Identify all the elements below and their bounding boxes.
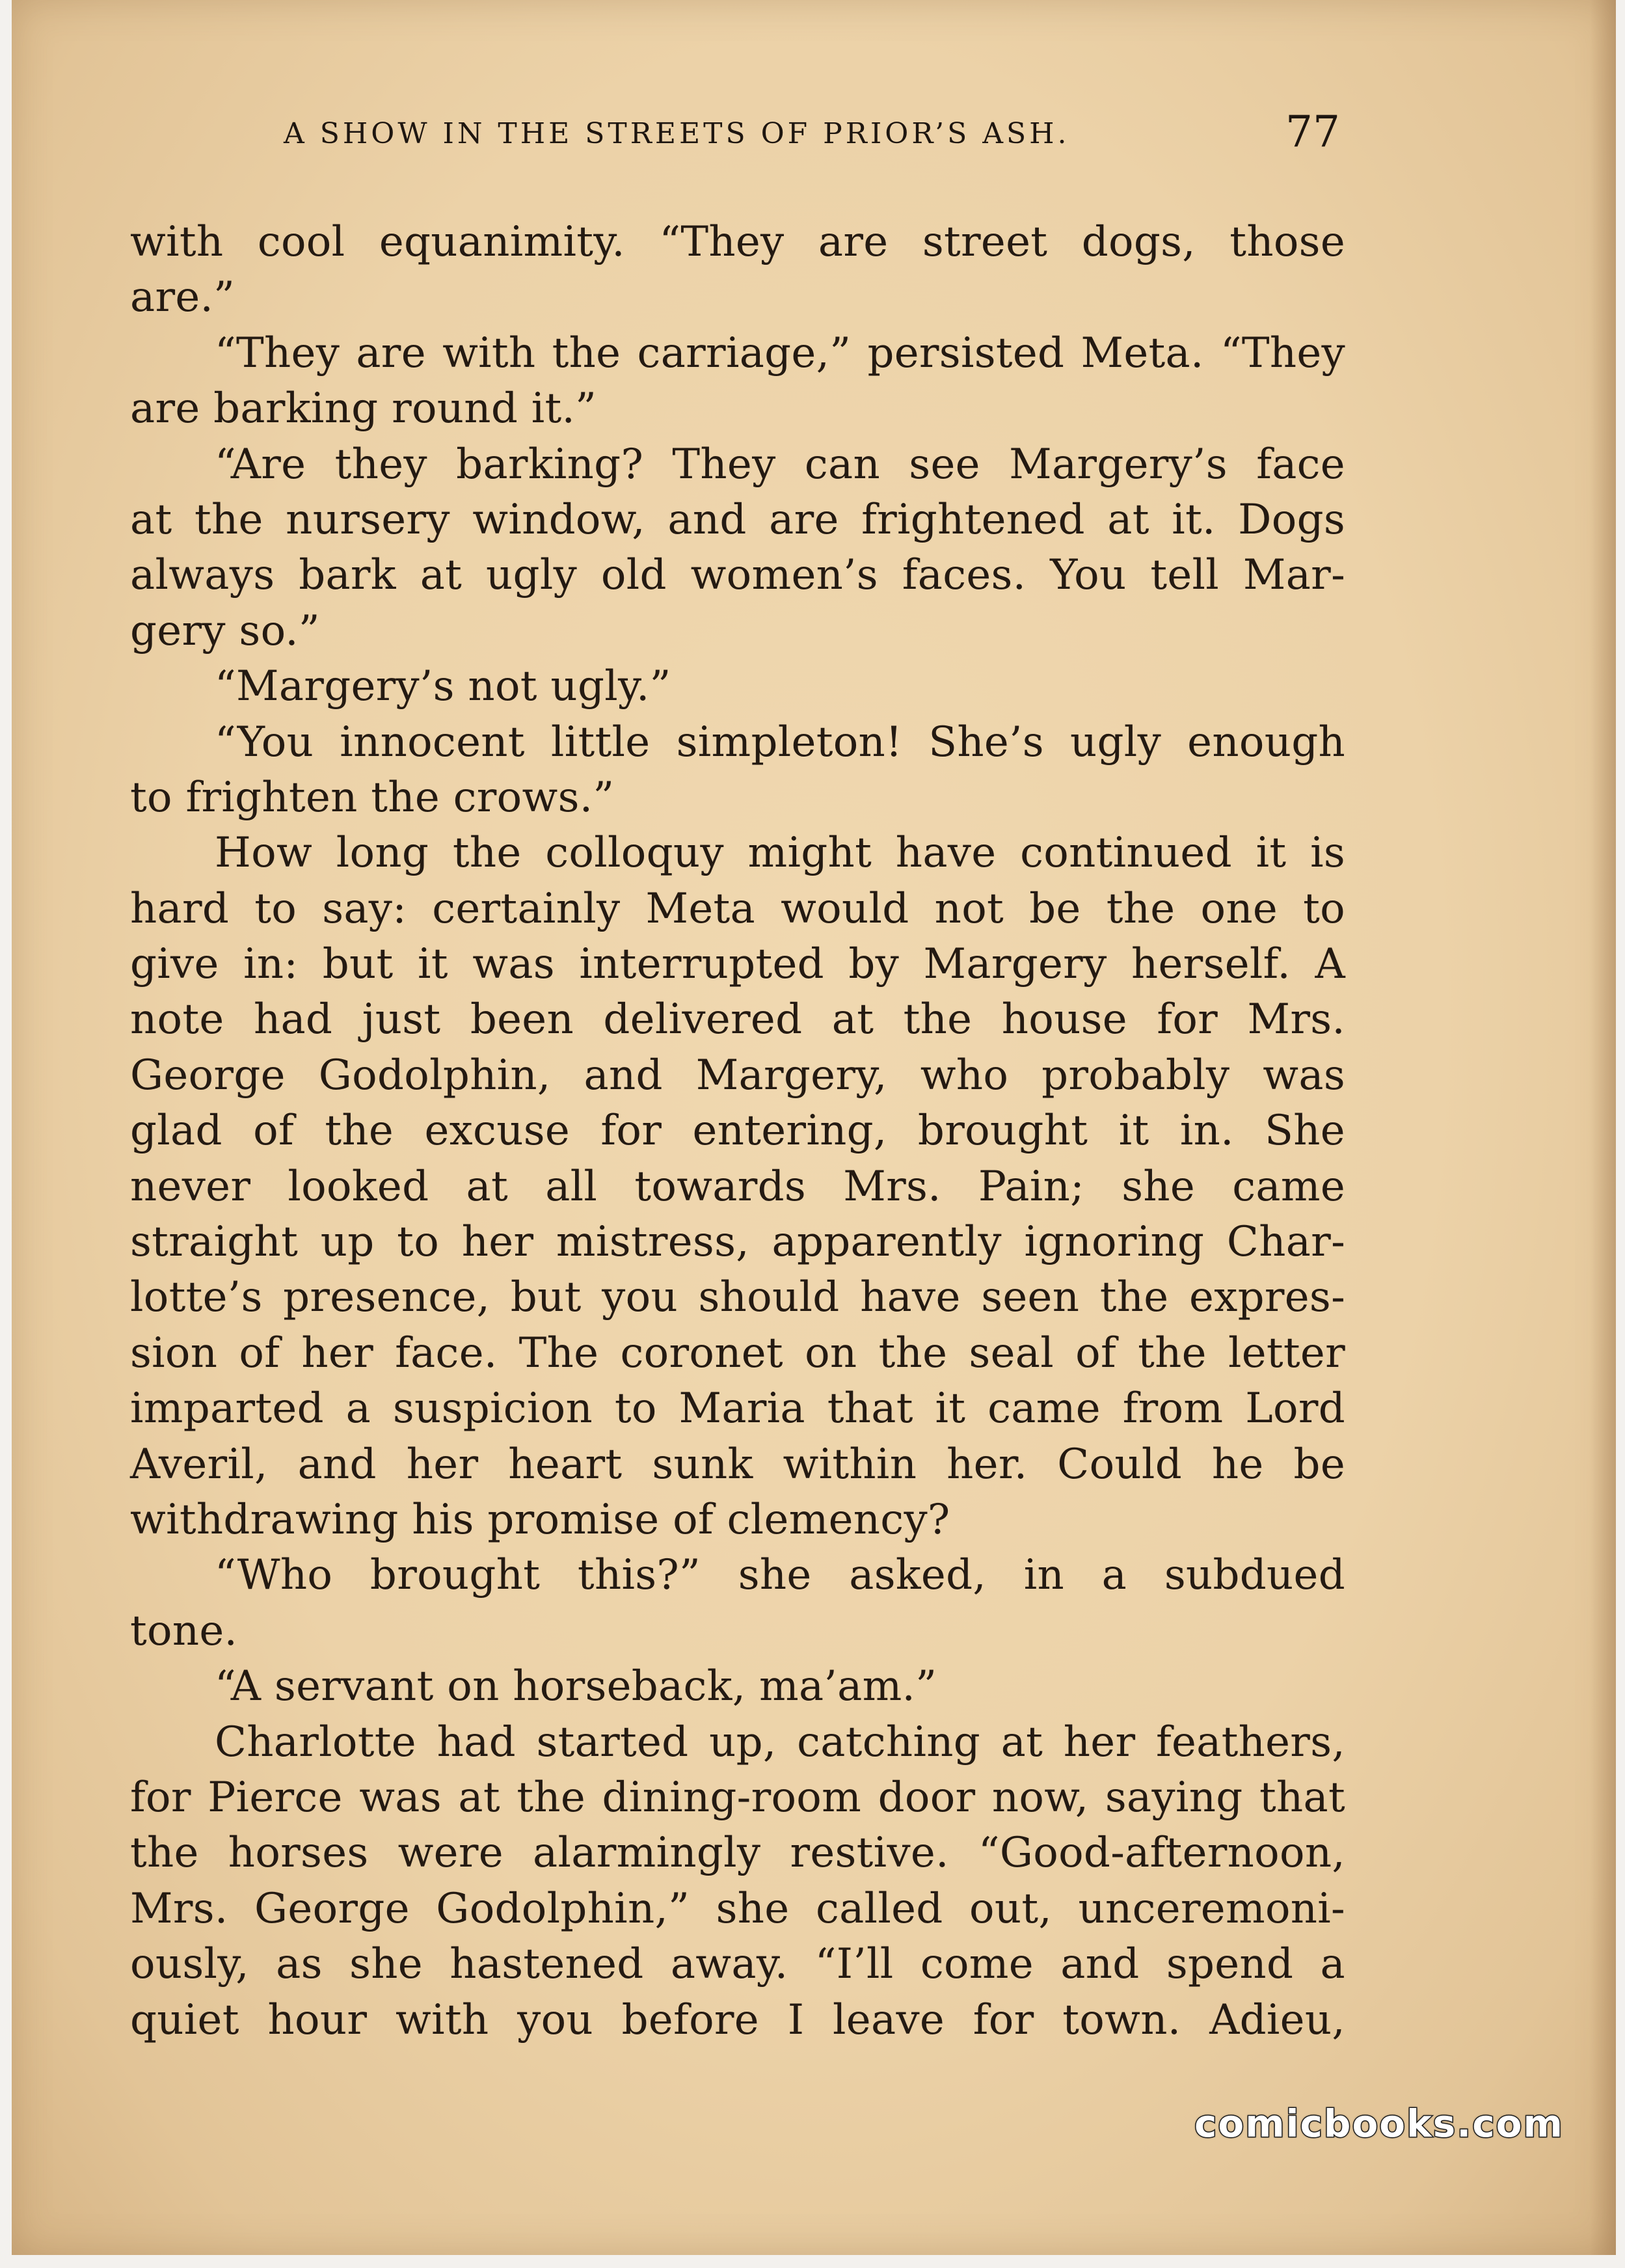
page-header xyxy=(12,98,1616,163)
text-line: never looked at all towards Mrs. Pain; she came xyxy=(130,1162,1345,1211)
text-line: with cool equanimity. “They are street dogs, those xyxy=(130,218,1345,266)
text-line: Charlotte had started up, catching at her feathers, xyxy=(215,1718,1345,1766)
site-watermark: comicbooks.com xyxy=(1194,2101,1564,2146)
text-line: quiet hour with you before I leave for town. Adieu, xyxy=(130,1995,1345,2044)
text-line: hard to say: certainly Meta would not be the one to xyxy=(130,884,1345,933)
text-line: are barking round it.” xyxy=(130,385,597,433)
text-line: George Godolphin, and Margery, who probably was xyxy=(130,1051,1345,1100)
text-line: “Who brought this?” she asked, in a subdued xyxy=(215,1551,1345,1600)
text-line: “Margery’s not ugly.” xyxy=(215,662,671,711)
text-line: for Pierce was at the dining-room door now, saying that xyxy=(130,1773,1345,1822)
text-line: straight up to her mistress, apparently ignoring Char- xyxy=(130,1218,1345,1267)
text-line: give in: but it was interrupted by Margery herself. A xyxy=(130,940,1345,989)
text-line: How long the colloquy might have continued it is xyxy=(215,829,1345,878)
text-line: glad of the excuse for entering, brought it in. She xyxy=(130,1107,1345,1155)
text-line: “They are with the carriage,” persisted Meta. “They xyxy=(215,329,1345,377)
text-line: “A servant on horseback, ma’am.” xyxy=(215,1662,937,1711)
text-line: are.” xyxy=(130,273,235,322)
text-line: the horses were alarmingly restive. “Good-afternoon, xyxy=(130,1829,1345,1878)
text-line: “You innocent little simpleton! She’s ugly enough xyxy=(215,718,1345,766)
book-page xyxy=(12,0,1616,2255)
text-line: to frighten the crows.” xyxy=(130,773,615,822)
text-line: note had just been delivered at the house for Mrs. xyxy=(130,995,1345,1044)
text-line: sion of her face. The coronet on the seal of the letter xyxy=(130,1329,1345,1377)
text-line: lotte’s presence, but you should have seen the expres- xyxy=(130,1273,1345,1322)
text-line: at the nursery window, and are frightened at it. Dogs xyxy=(130,495,1345,544)
text-line: gery so.” xyxy=(130,606,320,655)
text-line: ously, as she hastened away. “I’ll come and spend a xyxy=(130,1940,1345,1989)
text-line: “Are they barking? They can see Margery’s face xyxy=(215,440,1345,489)
running-head: A SHOW IN THE STREETS OF PRIOR’S ASH. xyxy=(284,117,1070,150)
text-line: Averil, and her heart sunk within her. Could he be xyxy=(130,1440,1345,1489)
text-line: withdrawing his promise of clemency? xyxy=(130,1495,950,1544)
text-line: Mrs. George Godolphin,” she called out, unceremoni- xyxy=(130,1884,1345,1933)
page-number: 77 xyxy=(1285,107,1340,157)
text-line: tone. xyxy=(130,1606,238,1655)
body-text xyxy=(130,215,1345,2048)
text-line: always bark at ugly old women’s faces. You tell Mar- xyxy=(130,551,1345,600)
text-line: imparted a suspicion to Maria that it came from Lord xyxy=(130,1384,1345,1433)
